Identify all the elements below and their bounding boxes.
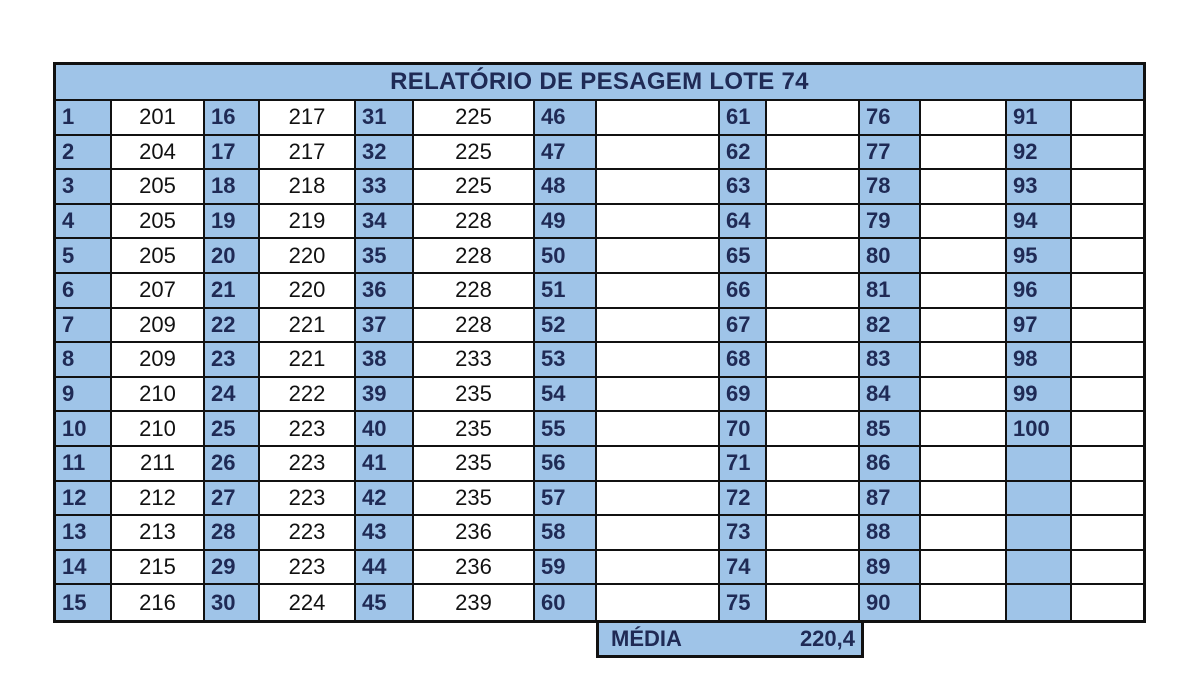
weight-value-cell (1072, 378, 1143, 413)
empty-number-cell (1007, 482, 1072, 517)
weight-value-cell (767, 447, 860, 482)
weight-value-cell: 221 (260, 343, 356, 378)
weight-value-cell: 210 (112, 412, 205, 447)
row-number-cell: 43 (356, 516, 414, 551)
row-number-cell: 46 (535, 101, 597, 136)
row-number-cell: 92 (1007, 136, 1072, 171)
row-number-cell: 65 (720, 239, 767, 274)
weight-value-cell: 213 (112, 516, 205, 551)
row-number-cell: 85 (860, 412, 921, 447)
weight-value-cell: 212 (112, 482, 205, 517)
row-number-cell: 60 (535, 585, 597, 620)
row-number-cell: 87 (860, 482, 921, 517)
row-number-cell: 27 (205, 482, 260, 517)
weight-value-cell: 205 (112, 239, 205, 274)
weight-value-cell: 209 (112, 309, 205, 344)
weight-value-cell (1072, 343, 1143, 378)
weight-value-cell (1072, 170, 1143, 205)
row-number-cell: 59 (535, 551, 597, 586)
weight-value-cell: 207 (112, 274, 205, 309)
weight-value-cell (1072, 447, 1143, 482)
row-number-cell: 97 (1007, 309, 1072, 344)
row-number-cell: 77 (860, 136, 921, 171)
row-number-cell: 90 (860, 585, 921, 620)
weight-value-cell (597, 412, 720, 447)
row-number-cell: 24 (205, 378, 260, 413)
weight-value-cell (597, 482, 720, 517)
weight-value-cell (1072, 551, 1143, 586)
weight-value-cell: 205 (112, 205, 205, 240)
row-number-cell: 38 (356, 343, 414, 378)
weight-value-cell (1072, 239, 1143, 274)
weight-value-cell (1072, 585, 1143, 620)
empty-number-cell (1007, 447, 1072, 482)
row-number-cell: 63 (720, 170, 767, 205)
weight-value-cell: 228 (414, 309, 535, 344)
row-number-cell: 36 (356, 274, 414, 309)
row-number-cell: 25 (205, 412, 260, 447)
row-number-cell: 64 (720, 205, 767, 240)
row-number-cell: 26 (205, 447, 260, 482)
row-number-cell: 71 (720, 447, 767, 482)
empty-number-cell (1007, 585, 1072, 620)
row-number-cell: 13 (56, 516, 112, 551)
row-number-cell: 10 (56, 412, 112, 447)
weighing-report-table (53, 62, 1146, 623)
weight-value-cell: 225 (414, 170, 535, 205)
weight-value-cell (597, 136, 720, 171)
row-number-cell: 51 (535, 274, 597, 309)
row-number-cell: 56 (535, 447, 597, 482)
row-number-cell: 39 (356, 378, 414, 413)
weight-value-cell: 204 (112, 136, 205, 171)
weight-value-cell (921, 447, 1007, 482)
row-number-cell: 86 (860, 447, 921, 482)
weight-value-cell (767, 585, 860, 620)
weight-value-cell (1072, 274, 1143, 309)
weight-value-cell: 224 (260, 585, 356, 620)
row-number-cell: 93 (1007, 170, 1072, 205)
weight-value-cell (767, 412, 860, 447)
weight-value-cell: 236 (414, 551, 535, 586)
weight-value-cell: 223 (260, 412, 356, 447)
weight-value-cell (767, 516, 860, 551)
weight-value-cell: 219 (260, 205, 356, 240)
weight-value-cell (767, 482, 860, 517)
weight-value-cell: 228 (414, 205, 535, 240)
weight-value-cell (597, 101, 720, 136)
weight-value-cell (597, 447, 720, 482)
weight-value-cell: 228 (414, 239, 535, 274)
weight-value-cell: 210 (112, 378, 205, 413)
row-number-cell: 62 (720, 136, 767, 171)
row-number-cell: 68 (720, 343, 767, 378)
row-number-cell: 5 (56, 239, 112, 274)
weight-value-cell (1072, 516, 1143, 551)
weight-value-cell (921, 585, 1007, 620)
row-number-cell: 79 (860, 205, 921, 240)
weight-value-cell: 235 (414, 447, 535, 482)
weight-value-cell: 216 (112, 585, 205, 620)
weight-value-cell (921, 482, 1007, 517)
weight-value-cell (597, 551, 720, 586)
weight-value-cell (921, 412, 1007, 447)
weight-value-cell (921, 239, 1007, 274)
row-number-cell: 55 (535, 412, 597, 447)
row-number-cell: 88 (860, 516, 921, 551)
row-number-cell: 18 (205, 170, 260, 205)
row-number-cell: 12 (56, 482, 112, 517)
weight-value-cell (921, 101, 1007, 136)
weight-value-cell (921, 516, 1007, 551)
weight-value-cell (921, 378, 1007, 413)
row-number-cell: 69 (720, 378, 767, 413)
row-number-cell: 95 (1007, 239, 1072, 274)
weight-value-cell (597, 343, 720, 378)
row-number-cell: 73 (720, 516, 767, 551)
weights-grid (56, 101, 1143, 620)
weight-value-cell: 218 (260, 170, 356, 205)
row-number-cell: 21 (205, 274, 260, 309)
weight-value-cell (1072, 482, 1143, 517)
average-value: 220,4 (799, 626, 855, 651)
row-number-cell: 75 (720, 585, 767, 620)
empty-number-cell (1007, 516, 1072, 551)
row-number-cell: 48 (535, 170, 597, 205)
weight-value-cell (767, 170, 860, 205)
row-number-cell: 84 (860, 378, 921, 413)
row-number-cell: 67 (720, 309, 767, 344)
weight-value-cell: 235 (414, 412, 535, 447)
weight-value-cell: 233 (414, 343, 535, 378)
weight-value-cell (767, 101, 860, 136)
weight-value-cell (921, 205, 1007, 240)
row-number-cell: 40 (356, 412, 414, 447)
weight-value-cell: 209 (112, 343, 205, 378)
weight-value-cell (767, 551, 860, 586)
row-number-cell: 83 (860, 343, 921, 378)
row-number-cell: 45 (356, 585, 414, 620)
weight-value-cell (597, 585, 720, 620)
weight-value-cell: 221 (260, 309, 356, 344)
row-number-cell: 58 (535, 516, 597, 551)
row-number-cell: 96 (1007, 274, 1072, 309)
row-number-cell: 17 (205, 136, 260, 171)
weight-value-cell (767, 343, 860, 378)
row-number-cell: 31 (356, 101, 414, 136)
weight-value-cell (767, 136, 860, 171)
row-number-cell: 50 (535, 239, 597, 274)
row-number-cell: 1 (56, 101, 112, 136)
weight-value-cell: 228 (414, 274, 535, 309)
weight-value-cell (1072, 136, 1143, 171)
row-number-cell: 4 (56, 205, 112, 240)
row-number-cell: 16 (205, 101, 260, 136)
row-number-cell: 54 (535, 378, 597, 413)
weight-value-cell (921, 309, 1007, 344)
row-number-cell: 3 (56, 170, 112, 205)
weight-value-cell (1072, 412, 1143, 447)
weight-value-cell (767, 309, 860, 344)
row-number-cell: 30 (205, 585, 260, 620)
row-number-cell: 74 (720, 551, 767, 586)
weight-value-cell: 223 (260, 516, 356, 551)
weight-value-cell (1072, 205, 1143, 240)
weight-value-cell: 220 (260, 239, 356, 274)
weight-value-cell (597, 309, 720, 344)
weight-value-cell (1072, 309, 1143, 344)
row-number-cell: 99 (1007, 378, 1072, 413)
row-number-cell: 53 (535, 343, 597, 378)
weight-value-cell (921, 136, 1007, 171)
row-number-cell: 20 (205, 239, 260, 274)
weight-value-cell: 211 (112, 447, 205, 482)
weight-value-cell (921, 274, 1007, 309)
row-number-cell: 35 (356, 239, 414, 274)
row-number-cell: 91 (1007, 101, 1072, 136)
weight-value-cell: 236 (414, 516, 535, 551)
row-number-cell: 6 (56, 274, 112, 309)
row-number-cell: 70 (720, 412, 767, 447)
weight-value-cell (921, 170, 1007, 205)
row-number-cell: 76 (860, 101, 921, 136)
weight-value-cell (597, 170, 720, 205)
row-number-cell: 66 (720, 274, 767, 309)
weight-value-cell (921, 343, 1007, 378)
weight-value-cell (921, 551, 1007, 586)
weight-value-cell: 217 (260, 136, 356, 171)
weight-value-cell (597, 239, 720, 274)
weight-value-cell (597, 274, 720, 309)
weight-value-cell: 223 (260, 482, 356, 517)
weight-value-cell: 201 (112, 101, 205, 136)
weight-value-cell: 205 (112, 170, 205, 205)
row-number-cell: 82 (860, 309, 921, 344)
row-number-cell: 37 (356, 309, 414, 344)
row-number-cell: 2 (56, 136, 112, 171)
weight-value-cell: 225 (414, 136, 535, 171)
row-number-cell: 72 (720, 482, 767, 517)
row-number-cell: 94 (1007, 205, 1072, 240)
weight-value-cell (597, 205, 720, 240)
row-number-cell: 8 (56, 343, 112, 378)
weight-value-cell: 239 (414, 585, 535, 620)
row-number-cell: 42 (356, 482, 414, 517)
row-number-cell: 23 (205, 343, 260, 378)
weight-value-cell: 235 (414, 378, 535, 413)
row-number-cell: 15 (56, 585, 112, 620)
row-number-cell: 7 (56, 309, 112, 344)
row-number-cell: 22 (205, 309, 260, 344)
weight-value-cell (767, 205, 860, 240)
weight-value-cell: 223 (260, 447, 356, 482)
row-number-cell: 78 (860, 170, 921, 205)
row-number-cell: 61 (720, 101, 767, 136)
weight-value-cell (767, 239, 860, 274)
weight-value-cell (597, 378, 720, 413)
row-number-cell: 52 (535, 309, 597, 344)
row-number-cell: 100 (1007, 412, 1072, 447)
weight-value-cell (597, 516, 720, 551)
report-title: RELATÓRIO DE PESAGEM LOTE 74 (56, 65, 1143, 101)
row-number-cell: 44 (356, 551, 414, 586)
row-number-cell: 89 (860, 551, 921, 586)
weight-value-cell: 223 (260, 551, 356, 586)
weight-value-cell (767, 274, 860, 309)
row-number-cell: 34 (356, 205, 414, 240)
empty-number-cell (1007, 551, 1072, 586)
row-number-cell: 14 (56, 551, 112, 586)
weight-value-cell: 235 (414, 482, 535, 517)
weight-value-cell: 220 (260, 274, 356, 309)
row-number-cell: 29 (205, 551, 260, 586)
row-number-cell: 19 (205, 205, 260, 240)
row-number-cell: 81 (860, 274, 921, 309)
row-number-cell: 32 (356, 136, 414, 171)
average-box (596, 620, 864, 658)
weight-value-cell: 225 (414, 101, 535, 136)
weight-value-cell (1072, 101, 1143, 136)
row-number-cell: 9 (56, 378, 112, 413)
weight-value-cell (767, 378, 860, 413)
row-number-cell: 80 (860, 239, 921, 274)
weight-value-cell: 217 (260, 101, 356, 136)
row-number-cell: 28 (205, 516, 260, 551)
row-number-cell: 41 (356, 447, 414, 482)
row-number-cell: 57 (535, 482, 597, 517)
weight-value-cell: 215 (112, 551, 205, 586)
row-number-cell: 49 (535, 205, 597, 240)
row-number-cell: 98 (1007, 343, 1072, 378)
row-number-cell: 47 (535, 136, 597, 171)
average-label: MÉDIA (611, 626, 682, 651)
row-number-cell: 11 (56, 447, 112, 482)
row-number-cell: 33 (356, 170, 414, 205)
weight-value-cell: 222 (260, 378, 356, 413)
